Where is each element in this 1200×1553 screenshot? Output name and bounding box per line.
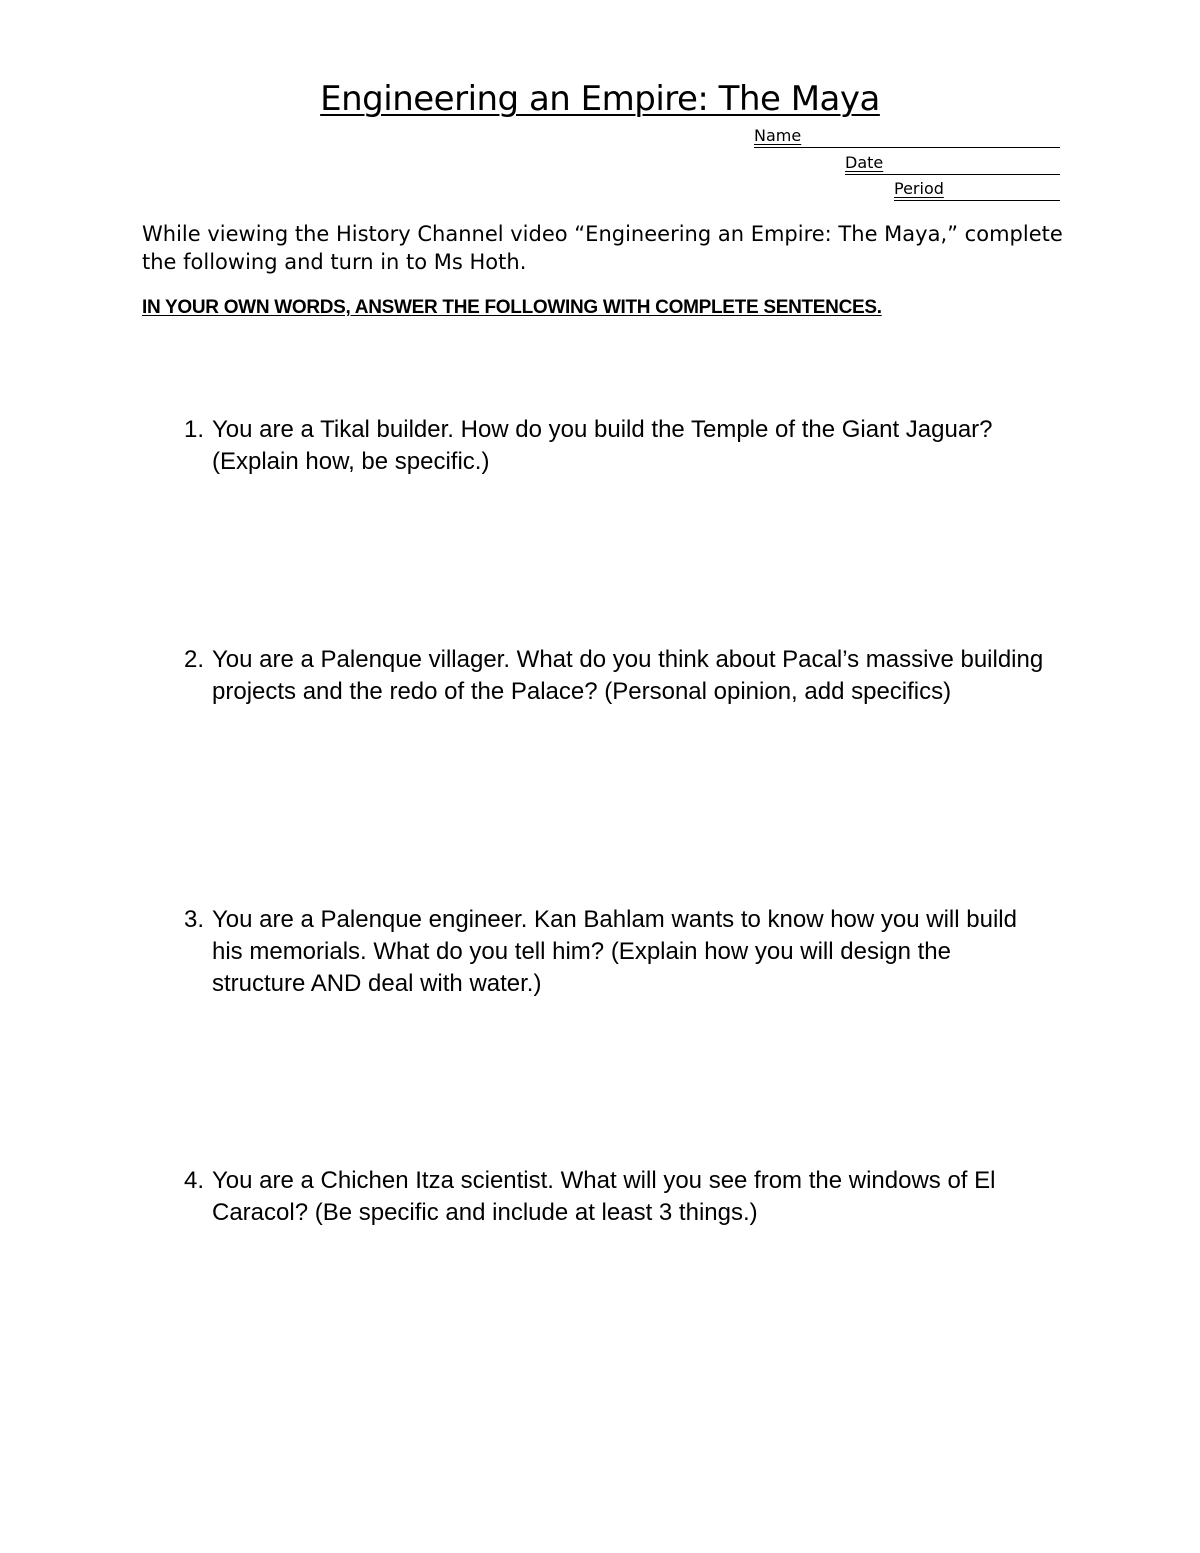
question-number: 2. (183, 646, 204, 673)
name-field[interactable] (754, 128, 1060, 148)
page-title (0, 76, 1200, 122)
period-field[interactable] (894, 181, 1060, 201)
instruction-text: IN YOUR OWN WORDS, ANSWER THE FOLLOWING WITH COMPLETE SENTENCES. (142, 297, 882, 318)
date-label: Date (845, 153, 884, 172)
question-number: 3. (183, 906, 204, 933)
name-label: Name (754, 126, 802, 145)
question-text: You are a Chichen Itza scientist. What will you see from the windows of El Caracol? (Be specific and include at least 3 things.) (212, 1167, 996, 1226)
question-number: 1. (183, 416, 204, 443)
question-text: You are a Tikal builder. How do you build the Temple of the Giant Jaguar? (Explain how, be specific.) (212, 416, 993, 475)
question-text: You are a Palenque engineer. Kan Bahlam wants to know how you will build his memorials. What do you tell him? (Explain how you will design the structure AND deal with water.) (212, 906, 1017, 997)
date-field[interactable] (845, 155, 1060, 175)
intro-paragraph: While viewing the History Channel video “Engineering an Empire: The Maya,” complete the following and turn in to Ms Hoth. (142, 222, 1063, 274)
question-number: 4. (183, 1167, 204, 1194)
period-label: Period (894, 179, 944, 198)
page-title-text: Engineering an Empire: The Maya (320, 79, 880, 119)
instruction-heading (142, 295, 1042, 321)
question-text: You are a Palenque villager. What do you think about Pacal’s massive building projects and the redo of the Palace? (Personal opinion, add specifics) (212, 646, 1044, 705)
